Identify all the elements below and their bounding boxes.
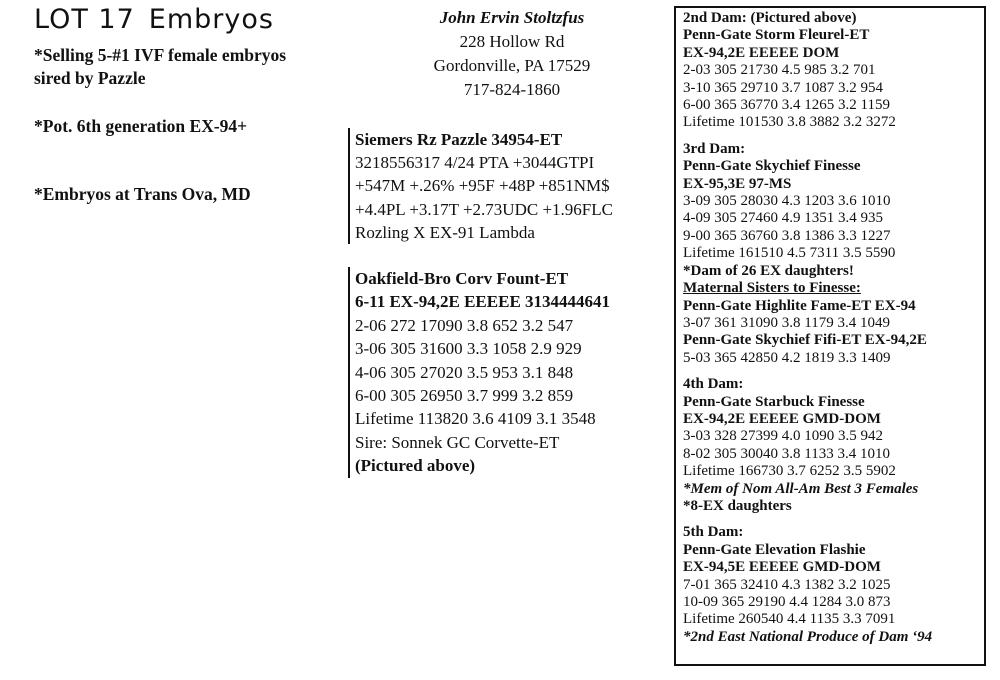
owner-city: Gordonville, PA 17529 [433, 56, 591, 75]
sire-line: +4.4PL +3.17T +2.73UDC +1.96FLC [355, 199, 613, 219]
owner-address: 228 Hollow Rd [459, 32, 565, 51]
fourth-dam-note-italic: *Mem of Nom All-Am Best 3 Females [683, 480, 919, 497]
dam-block [348, 267, 610, 478]
highlight-1b: sired by Pazzle [34, 68, 146, 88]
fourth-dam-note: *8-EX daughters [683, 497, 792, 514]
third-dam-record: 9-00 365 36760 3.8 1386 3.3 1227 [683, 227, 891, 244]
sister-name: Penn-Gate Skychief Fifi-ET EX-94,2E [683, 332, 927, 349]
fourth-dam-header: 4th Dam: [683, 376, 744, 393]
lot-title [34, 4, 274, 35]
second-dam-record: Lifetime 101530 3.8 3882 3.2 3272 [683, 114, 896, 131]
third-dam-record: Lifetime 161510 4.5 7311 3.5 5590 [683, 245, 896, 262]
sister-name: Penn-Gate Highlite Fame-ET EX-94 [683, 297, 916, 314]
fourth-dam-name: Penn-Gate Starbuck Finesse [683, 393, 865, 410]
dam-sire: Sire: Sonnek GC Corvette-ET [355, 432, 560, 452]
sire-line: Rozling X EX-91 Lambda [355, 222, 535, 242]
highlight-2: *Pot. 6th generation EX-94+ [34, 116, 248, 136]
owner-phone: 717-824-1860 [463, 80, 561, 99]
owner-name: John Ervin Stoltzfus [439, 8, 585, 27]
lot-label: Embryos [148, 4, 274, 35]
lot-number: LOT 17 [34, 4, 135, 35]
fifth-dam-record: 7-01 365 32410 4.3 1382 3.2 1025 [683, 576, 891, 593]
second-dam-header: 2nd Dam: (Pictured above) [683, 10, 857, 26]
dam-classification: 6-11 EX-94,2E EEEEE 3134444641 [355, 292, 611, 312]
fifth-dam-header: 5th Dam: [683, 524, 744, 541]
fifth-dam-classification: EX-94,5E EEEEE GMD-DOM [683, 559, 881, 576]
third-dam-record: 4-09 305 27460 4.9 1351 3.4 935 [683, 210, 883, 227]
dam-record: 3-06 305 31600 3.3 1058 2.9 929 [355, 339, 582, 359]
sister-record: 5-03 365 42850 4.2 1819 3.3 1409 [683, 349, 891, 366]
sire-line: 3218556317 4/24 PTA +3044GTPI [355, 153, 595, 173]
third-dam-name: Penn-Gate Skychief Finesse [683, 158, 861, 175]
dam-record: 2-06 272 17090 3.8 652 3.2 547 [355, 315, 574, 335]
fifth-dam-record: Lifetime 260540 4.4 1135 3.3 7091 [683, 611, 896, 628]
highlight-3: *Embryos at Trans Ova, MD [34, 184, 251, 204]
dam-record: 4-06 305 27020 3.5 953 3.1 848 [355, 362, 574, 382]
sisters-header: Maternal Sisters to Finesse: [683, 280, 861, 297]
second-dam-classification: EX-94,2E EEEEE DOM [683, 44, 840, 61]
third-dam-header: 3rd Dam: [683, 140, 746, 157]
fifth-dam-note-italic: *2nd East National Produce of Dam ‘94 [683, 628, 933, 645]
second-dam-record: 6-00 365 36770 3.4 1265 3.2 1159 [683, 97, 890, 114]
sire-name: Siemers Rz Pazzle 34954-ET [355, 130, 563, 149]
dam-name: Oakfield-Bro Corv Fount-ET [355, 269, 569, 288]
owner-block [412, 6, 612, 102]
third-dam-note: *Dam of 26 EX daughters! [683, 262, 854, 279]
fourth-dam-record: Lifetime 166730 3.7 6252 3.5 5902 [683, 463, 896, 480]
third-dam-record: 3-09 305 28030 4.3 1203 3.6 1010 [683, 193, 891, 210]
highlight-1: *Selling 5-#1 IVF female embryos [34, 45, 287, 65]
fourth-dam-record: 8-02 305 30040 3.8 1133 3.4 1010 [683, 445, 890, 462]
pedigree-box [674, 6, 986, 666]
second-dam-name: Penn-Gate Storm Fleurel-ET [683, 27, 870, 44]
fifth-dam-record: 10-09 365 29190 4.4 1284 3.0 873 [683, 594, 891, 610]
sister-record: 3-07 361 31090 3.8 1179 3.4 1049 [683, 314, 890, 331]
dam-record: Lifetime 113820 3.6 4109 3.1 3548 [355, 409, 596, 429]
sire-line: +547M +.26% +95F +48P +851NM$ [355, 176, 610, 196]
fourth-dam-record: 3-03 328 27399 4.0 1090 3.5 942 [683, 428, 883, 445]
second-dam-record: 3-10 365 29710 3.7 1087 3.2 954 [683, 79, 883, 96]
dam-note: (Pictured above) [355, 456, 476, 476]
sire-block [348, 128, 613, 244]
fourth-dam-classification: EX-94,2E EEEEE GMD-DOM [683, 410, 881, 427]
fifth-dam-name: Penn-Gate Elevation Flashie [683, 541, 866, 558]
third-dam-classification: EX-95,3E 97-MS [683, 175, 792, 192]
dam-record: 6-00 305 26950 3.7 999 3.2 859 [355, 386, 574, 406]
second-dam-record: 2-03 305 21730 4.5 985 3.2 701 [683, 62, 876, 79]
